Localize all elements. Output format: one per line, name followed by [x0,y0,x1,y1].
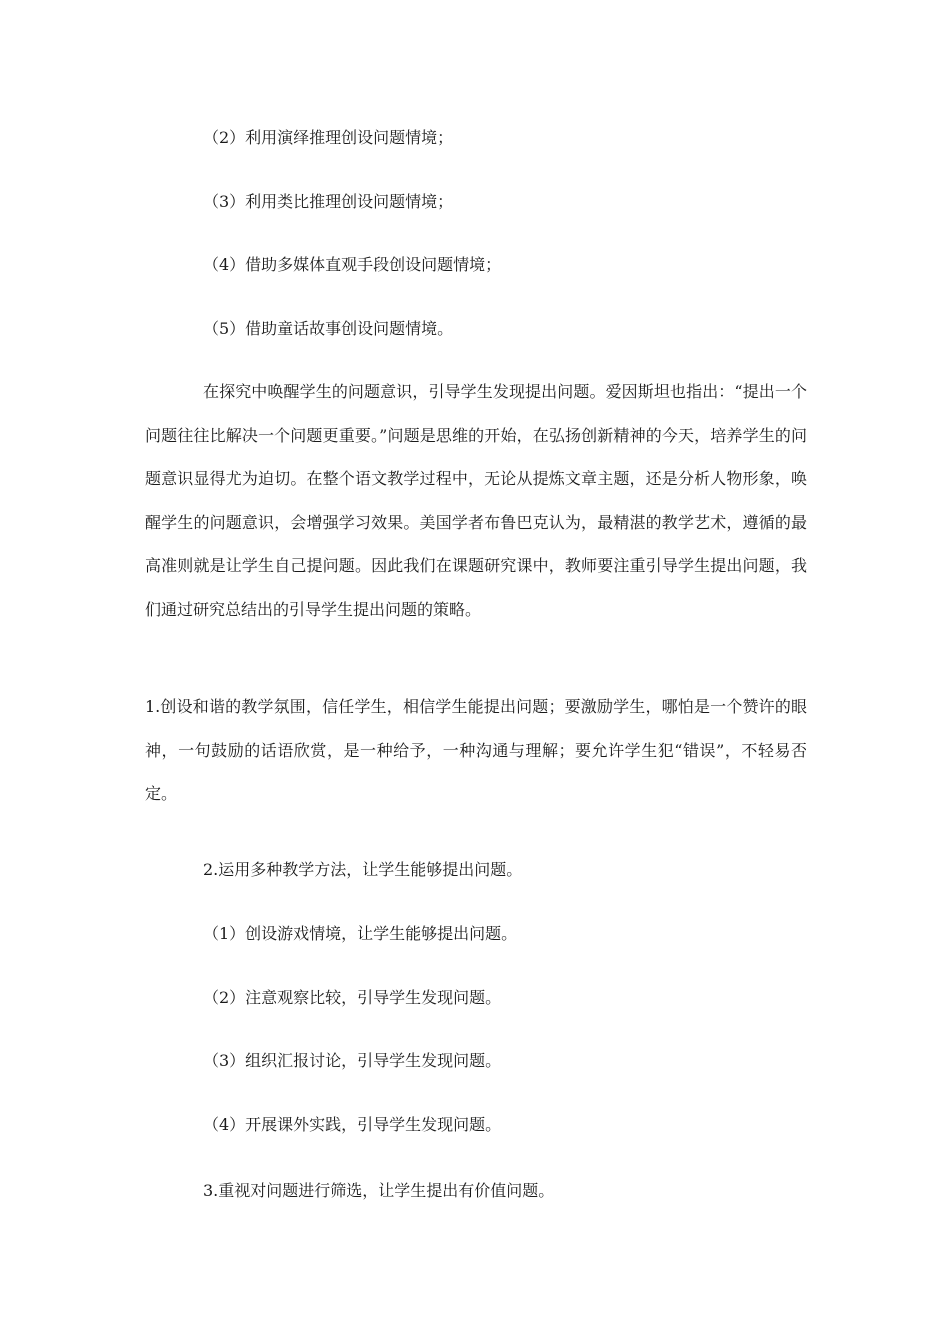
list-item: （5）借助童话故事创设问题情境。 [203,319,454,338]
list-item: （2）利用演绎推理创设问题情境； [203,128,454,147]
body-paragraph: 在探究中唤醒学生的问题意识，引导学生发现提出问题。爱因斯坦也指出：“提出一个问题往往比解决一个问题更重要。”问题是思维的开始，在弘扬创新精神的今天，培养学生的问题意识显得尤为迫切。在整个语文教学过程中，无论从提炼文章主题，还是分析人物形象，唤醒学生的问题意识，会增强学习效果。美国学者布鲁巴克认为，最精湛的教学艺术，遵循的最高准则就是让学生自己提问题。因此我们在课题研究课中，教师要注重引导学生提出问题，我们通过研究总结出的引导学生提出问题的策略。 [145,382,807,619]
section-heading: 3.重视对问题进行筛选，让学生提出有价值问题。 [203,1181,555,1200]
section-heading: 2.运用多种教学方法，让学生能够提出问题。 [203,860,523,879]
list-item: （3）利用类比推理创设问题情境； [203,192,454,211]
list-item: （4）开展课外实践，引导学生发现问题。 [203,1115,502,1134]
list-item: （1）创设游戏情境，让学生能够提出问题。 [203,924,518,943]
list-item: （2）注意观察比较，引导学生发现问题。 [203,988,502,1007]
body-paragraph: 1.创设和谐的教学氛围，信任学生，相信学生能提出问题；要激励学生，哪怕是一个赞许的眼神，一句鼓励的话语欣赏，是一种给予，一种沟通与理解；要允许学生犯“错误”，不轻易否定。 [145,697,807,803]
list-item: （4）借助多媒体直观手段创设问题情境； [203,255,502,274]
list-item: （3）组织汇报讨论，引导学生发现问题。 [203,1051,502,1070]
